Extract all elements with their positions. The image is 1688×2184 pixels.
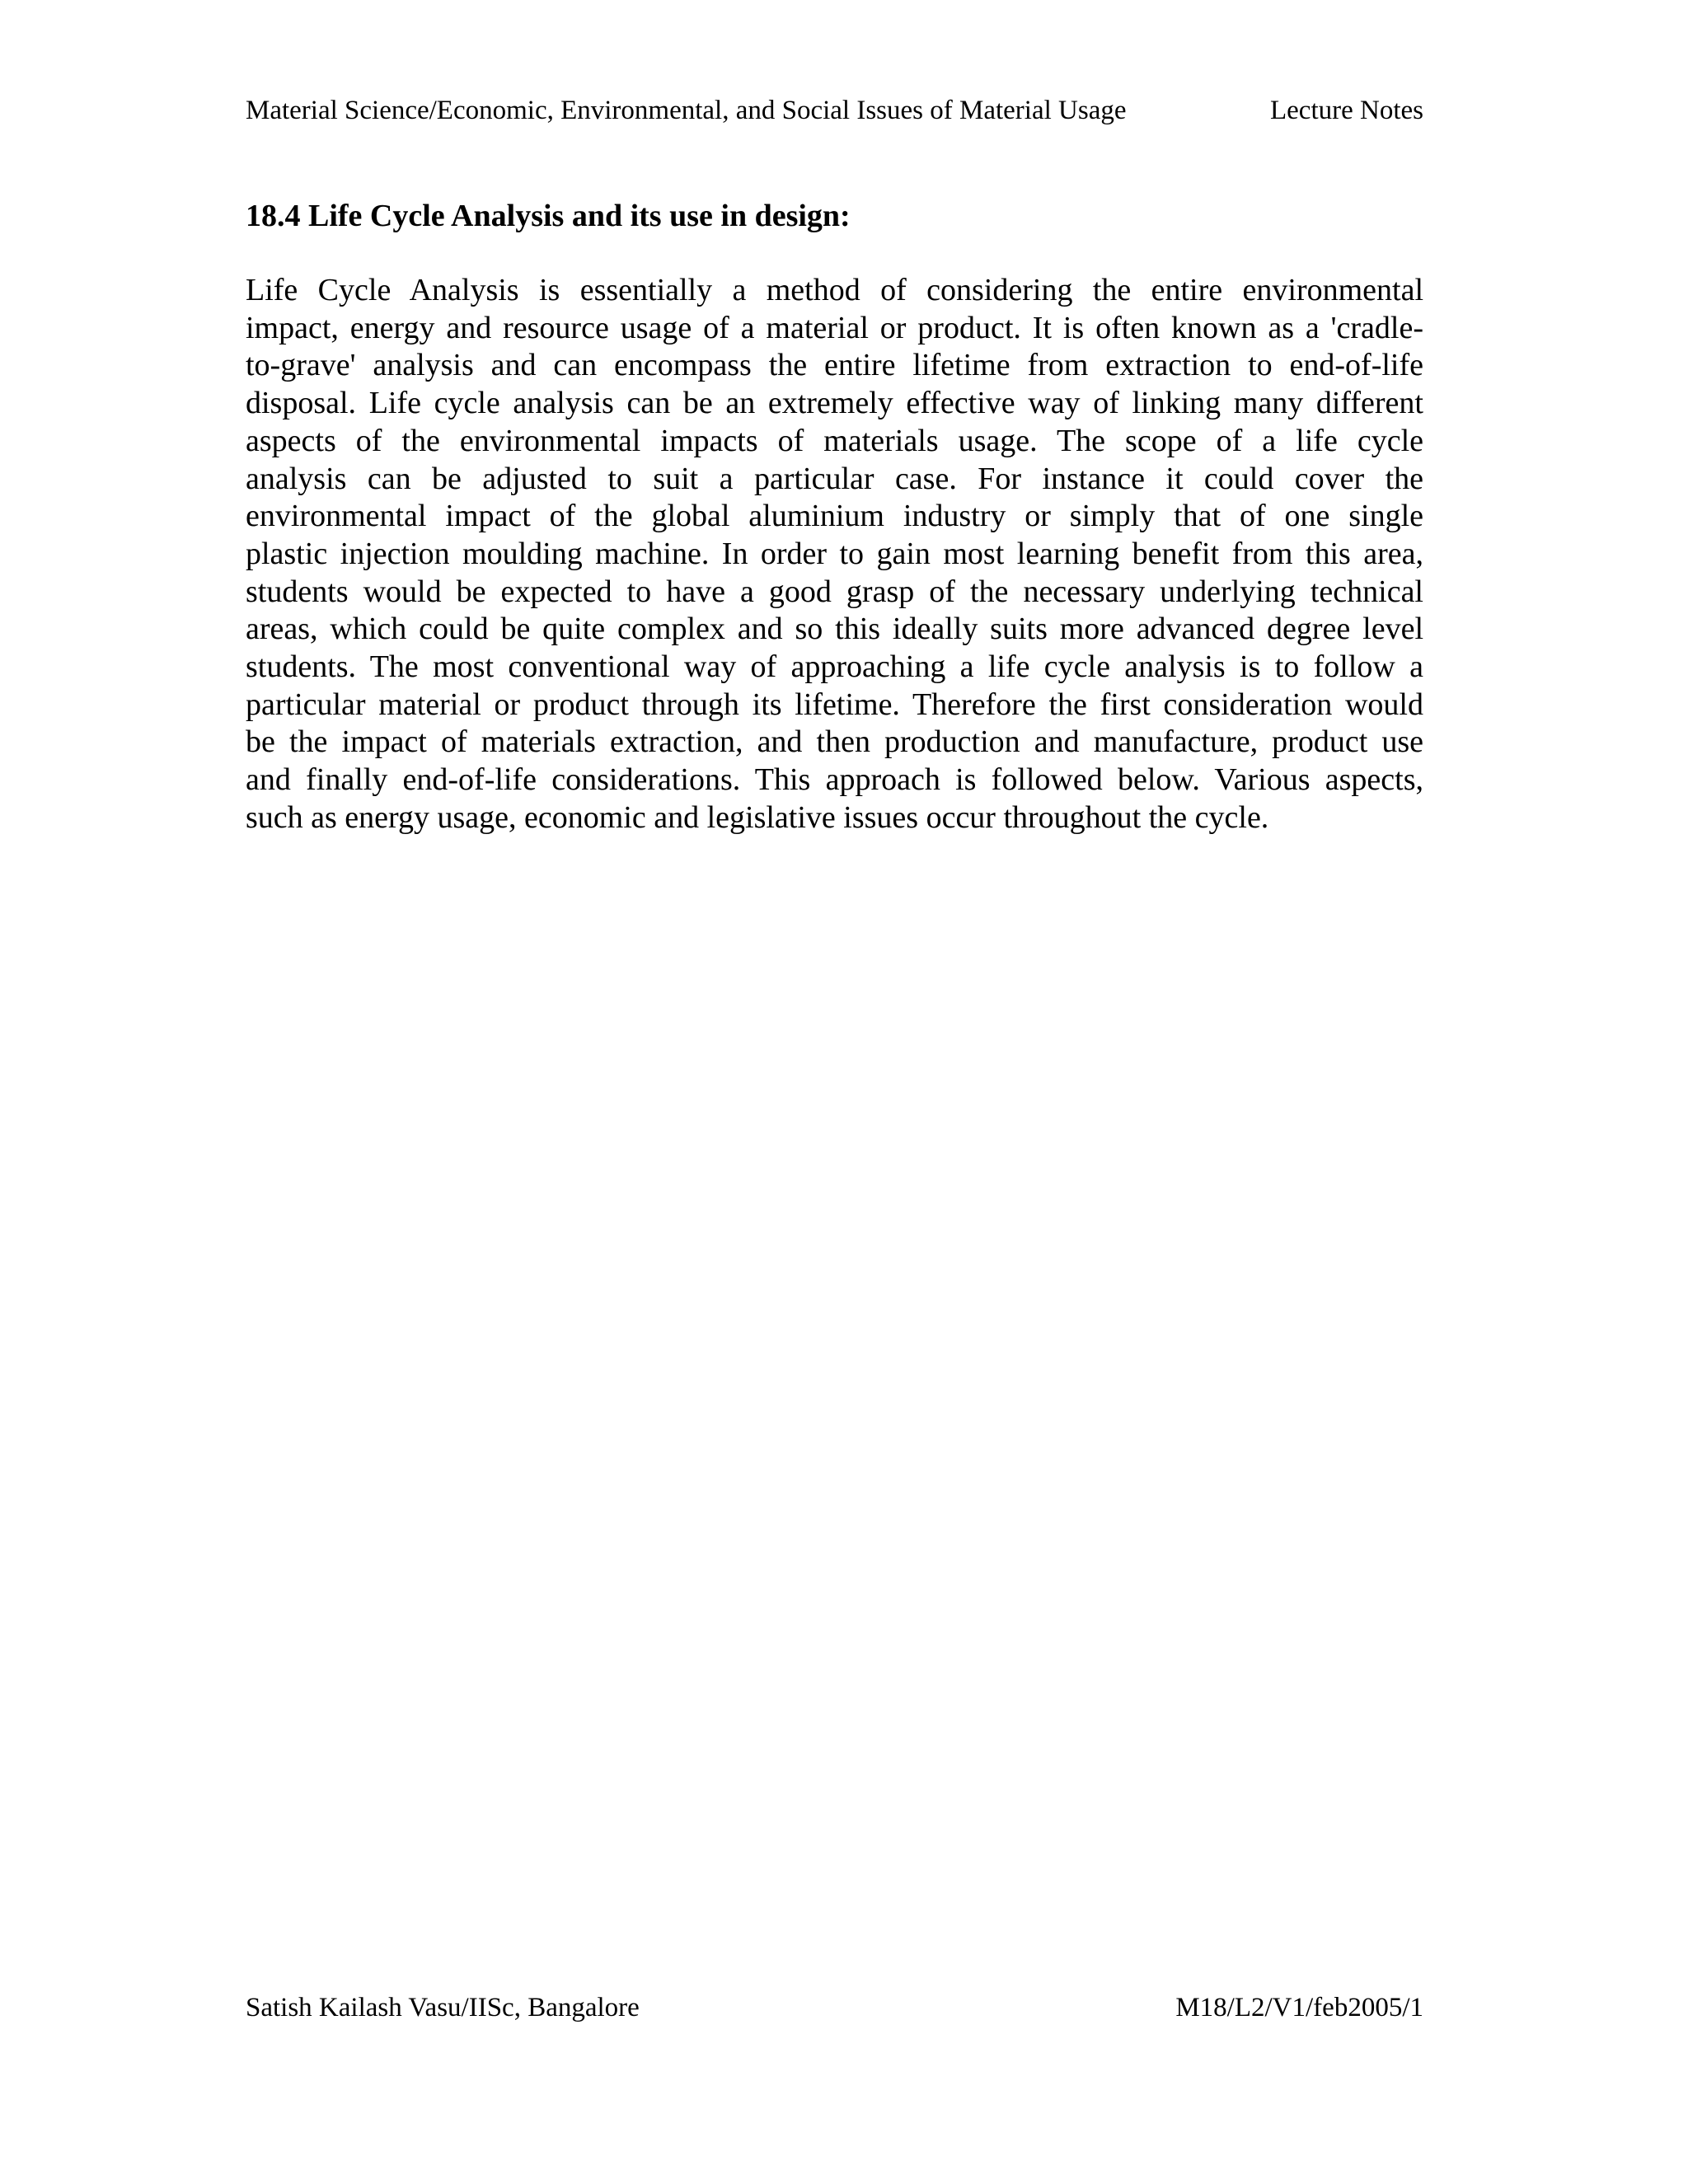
paragraph-line: students. The most conventional way of approaching a life cycle analysis is to follow a bbox=[246, 649, 1423, 685]
paragraph-line: particular material or product through its lifetime. Therefore the first consideration would bbox=[246, 687, 1423, 722]
paragraph-line: Life Cycle Analysis is essentially a method of considering the entire environmental bbox=[246, 273, 1423, 307]
paragraph-line: to-grave' analysis and can encompass the entire lifetime from extraction to end-of-life bbox=[246, 348, 1423, 383]
paragraph-line: such as energy usage, economic and legislative issues occur throughout the cycle. bbox=[246, 799, 1269, 835]
paragraph-line: areas, which could be quite complex and so this ideally suits more advanced degree level bbox=[246, 612, 1423, 647]
paragraph-line: aspects of the environmental impacts of materials usage. The scope of a life cycle bbox=[246, 423, 1423, 458]
header-course-title: Material Science/Economic, Environmental, and Social Issues of Material Usage bbox=[246, 96, 1127, 125]
paragraph-line: be the impact of materials extraction, and then production and manufacture, product use bbox=[246, 724, 1423, 760]
paragraph-line: analysis can be adjusted to suit a particular case. For instance it could cover the bbox=[246, 461, 1423, 496]
paragraph-line: plastic injection moulding machine. In order to gain most learning benefit from this area, bbox=[246, 536, 1423, 571]
page-header bbox=[246, 96, 1423, 126]
footer-author: Satish Kailash Vasu/IISc, Bangalore bbox=[246, 1993, 640, 2022]
paragraph-line: environmental impact of the global aluminium industry or simply that of one single bbox=[246, 499, 1423, 534]
paragraph-line: and finally end-of-life considerations. This approach is followed below. Various aspects, bbox=[246, 762, 1423, 798]
section-title: 18.4 Life Cycle Analysis and its use in design: bbox=[246, 199, 851, 233]
paragraph-line: disposal. Life cycle analysis can be an extremely effective way of linking many different bbox=[246, 386, 1423, 421]
paragraph-line: students would be expected to have a good grasp of the necessary underlying technical bbox=[246, 574, 1423, 609]
page-footer bbox=[246, 1993, 1423, 2023]
footer-page-id: M18/L2/V1/feb2005/1 bbox=[1175, 1993, 1423, 2022]
body-paragraph bbox=[246, 272, 1423, 837]
header-doc-type: Lecture Notes bbox=[1270, 96, 1423, 125]
paragraph-line: impact, energy and resource usage of a material or product. It is often known as a 'cradle- bbox=[246, 310, 1423, 345]
